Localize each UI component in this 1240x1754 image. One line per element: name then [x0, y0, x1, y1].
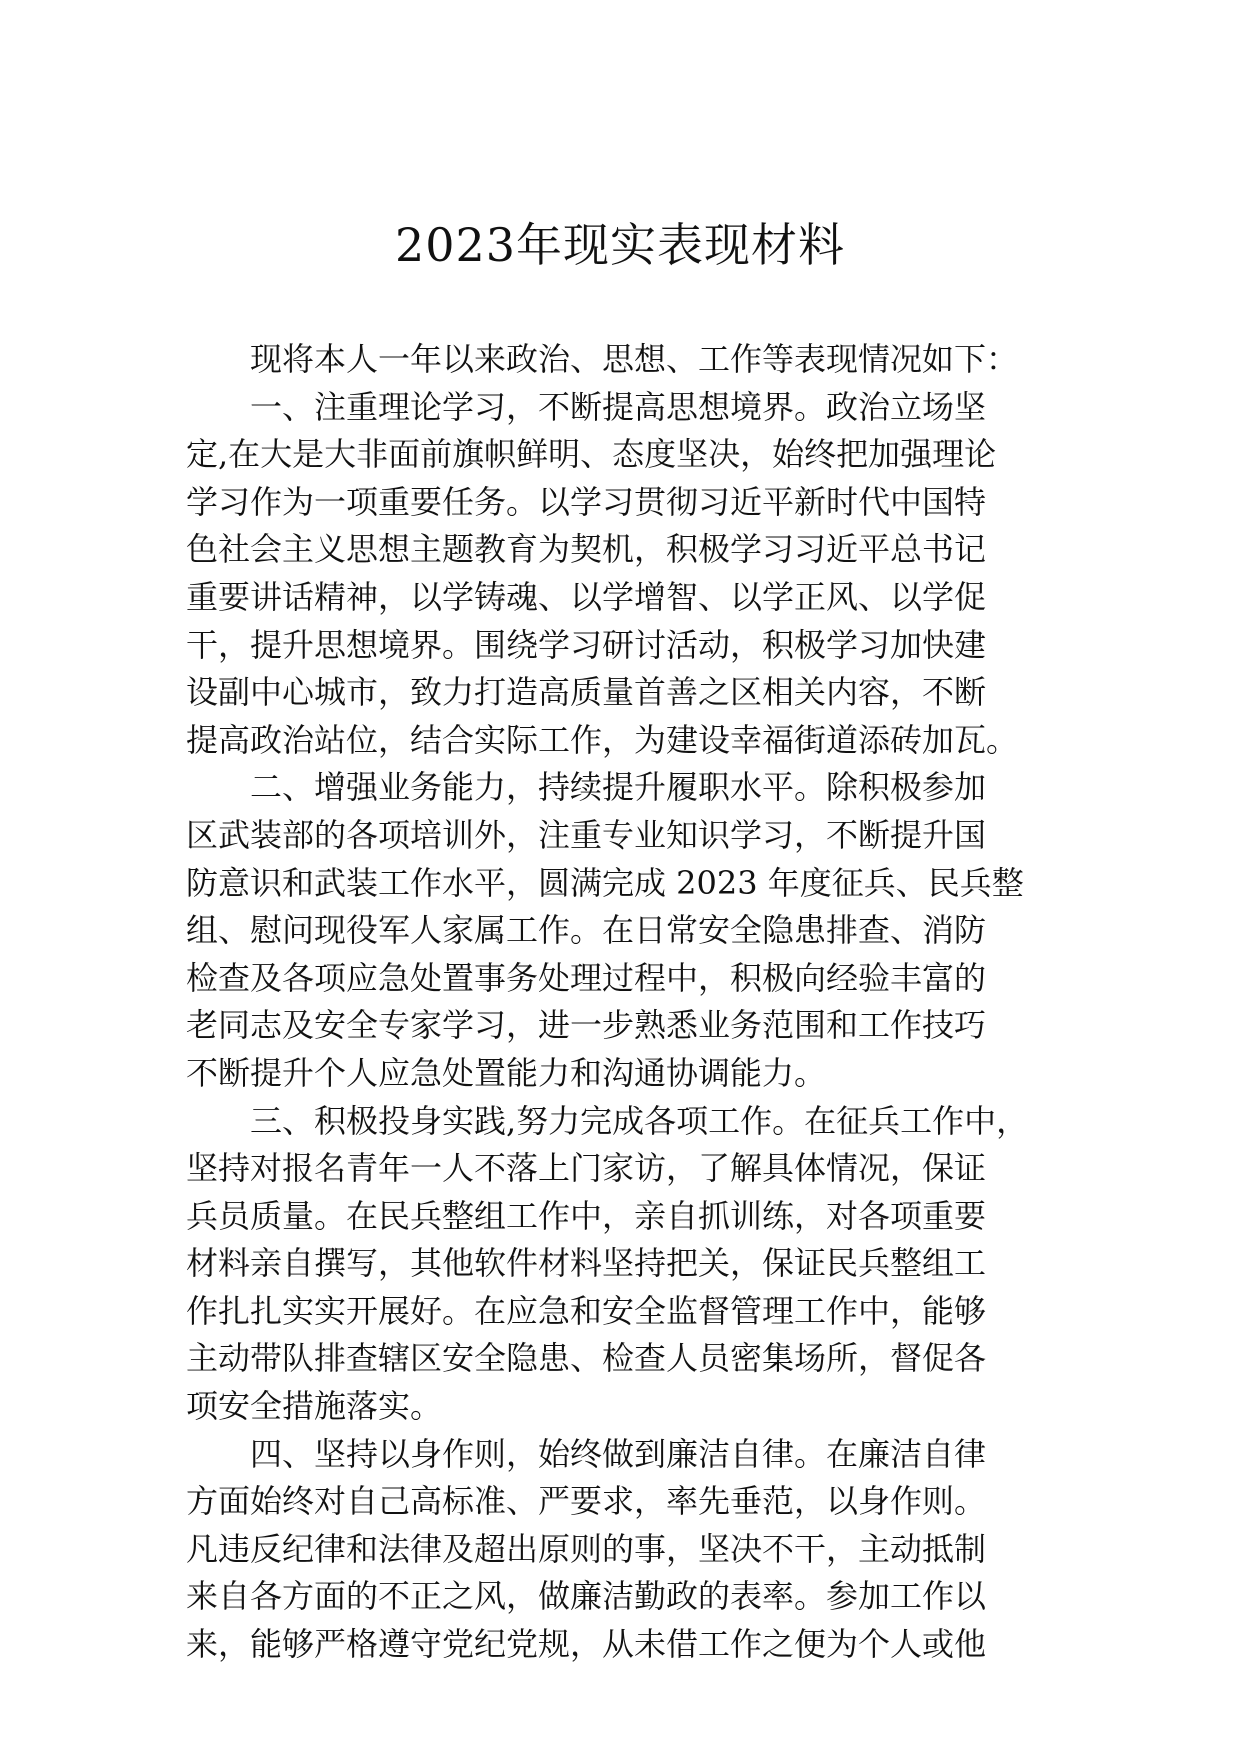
- section-2: [186, 764, 1056, 1097]
- section-2-line: 二、增强业务能力，持续提升履职水平。除积极参加: [250, 768, 987, 807]
- section-3: [186, 1098, 1056, 1431]
- section-4-line: 方面始终对自己高标准、严要求，率先垂范，以身作则。: [186, 1482, 987, 1521]
- section-4: [186, 1431, 1056, 1669]
- section-2-line: 检查及各项应急处置事务处理过程中，积极向经验丰富的: [186, 958, 987, 997]
- section-3-line: 坚持对报名青年一人不落上门家访，了解具体情况，保证: [186, 1149, 987, 1188]
- section-3-line: 材料亲自撰写，其他软件材料坚持把关，保证民兵整组工: [186, 1244, 987, 1283]
- section-4-line: 来自各方面的不正之风，做廉洁勤政的表率。参加工作以: [186, 1577, 987, 1616]
- section-3-line: 项安全措施落实。: [186, 1387, 443, 1426]
- section-1-line: 设副中心城市，致力打造高质量首善之区相关内容，不断: [186, 673, 987, 712]
- section-3-line: 兵员质量。在民兵整组工作中，亲自抓训练，对各项重要: [186, 1196, 987, 1235]
- section-1-line: 一、注重理论学习，不断提高思想境界。政治立场坚: [250, 387, 987, 426]
- section-2-line: 不断提升个人应急处置能力和沟通协调能力。: [186, 1053, 827, 1092]
- document-body: [186, 336, 1056, 1669]
- section-1-line: 提高政治站位，结合实际工作，为建设幸福街道添砖加瓦。: [186, 720, 1019, 759]
- intro-paragraph: 现将本人一年以来政治、思想、工作等表现情况如下：: [250, 340, 1019, 378]
- section-2-line: 老同志及安全专家学习，进一步熟悉业务范围和工作技巧: [186, 1006, 987, 1045]
- section-4-line: 凡违反纪律和法律及超出原则的事，坚决不干，主动抵制: [186, 1529, 987, 1568]
- section-4-line: 四、坚持以身作则，始终做到廉洁自律。在廉洁自律: [250, 1434, 987, 1473]
- section-3-line: 三、积极投身实践,努力完成各项工作。在征兵工作中，: [250, 1101, 1029, 1140]
- section-4-line: 来，能够严格遵守党纪党规，从未借工作之便为个人或他: [186, 1625, 987, 1664]
- section-3-line: 主动带队排查辖区安全隐患、检查人员密集场所，督促各: [186, 1339, 987, 1378]
- document-title: 2023年现实表现材料: [394, 218, 846, 272]
- section-1-line: 学习作为一项重要任务。以学习贯彻习近平新时代中国特: [186, 482, 987, 521]
- section-2-line: 组、慰问现役军人家属工作。在日常安全隐患排查、消防: [186, 911, 987, 950]
- section-2-line: 防意识和武装工作水平，圆满完成 2023 年度征兵、民兵整: [186, 863, 1024, 902]
- section-1-line: 重要讲话精神，以学铸魂、以学增智、以学正风、以学促: [186, 577, 987, 616]
- section-1-line: 干，提升思想境界。围绕学习研讨活动，积极学习加快建: [186, 625, 987, 664]
- section-2-line: 区武装部的各项培训外，注重专业知识学习，不断提升国: [186, 815, 987, 854]
- section-3-line: 作扎扎实实开展好。在应急和安全监督管理工作中，能够: [186, 1291, 987, 1330]
- section-1-line: 定,在大是大非面前旗帜鲜明、态度坚决，始终把加强理论: [186, 435, 997, 474]
- section-1: [186, 384, 1056, 765]
- section-1-line: 色社会主义思想主题教育为契机，积极学习习近平总书记: [186, 530, 987, 569]
